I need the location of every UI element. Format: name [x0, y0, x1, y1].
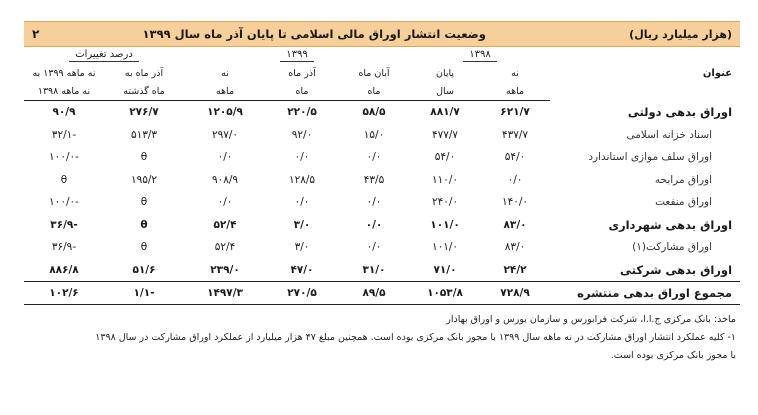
securities-table [24, 47, 740, 305]
col-header: نه [221, 67, 229, 79]
cell: ۱۰۱/۰ [430, 218, 460, 231]
row-label: اوراق سلف موازی استاندارد [588, 151, 713, 164]
col-header: پایان [435, 67, 455, 79]
cell: ۴۳/۵ [363, 173, 385, 186]
cell: ۰/۰ [294, 151, 310, 164]
cell: ۲۷۰/۵ [266, 282, 338, 305]
cell: ۹۲/۰ [291, 128, 313, 141]
table-row [24, 124, 740, 147]
cell: ۴۷/۰ [290, 263, 314, 276]
cell: ۰/۰ [366, 151, 382, 164]
cell: ۵۲/۴ [213, 218, 237, 231]
cell: ۵۴/۰ [504, 151, 526, 164]
cell: ۱۹۵/۲ [130, 173, 158, 186]
cell: θ [140, 151, 148, 164]
cell: ۷۱/۰ [433, 263, 457, 276]
cell: ۲۳۹/۰ [210, 263, 240, 276]
cell: ۵۱/۶ [132, 263, 156, 276]
cell: ۵۴/۰ [434, 151, 456, 164]
cell: ۲۷۶/۷ [129, 106, 159, 119]
table-row [24, 191, 740, 214]
table-row [24, 101, 740, 124]
col-header: نه ماهه ۱۳۹۸ [24, 82, 104, 101]
cell: ۰/۰ [366, 196, 382, 209]
cell: ۰/۰ [366, 241, 382, 254]
cell: ۱۰۵۳/۸ [410, 282, 480, 305]
cell: ۸۹/۵ [338, 282, 410, 305]
cell: ۱۵/۰ [363, 128, 385, 141]
table-row [24, 146, 740, 169]
row-label: اوراق مرابحه [654, 173, 713, 186]
cell: ۵۸/۵ [362, 106, 386, 119]
cell: θ [60, 173, 68, 186]
cell: ۰/۰ [217, 196, 233, 209]
table-row [24, 236, 740, 259]
col-header: ماه گذشته [104, 82, 184, 101]
header-bar [24, 21, 740, 47]
cell: θ [140, 241, 148, 254]
col-header: ماهه [480, 82, 550, 101]
report-page [24, 21, 740, 365]
cell: ۸۸۱/۷ [430, 106, 460, 119]
cell: ۲۴۰/۰ [431, 196, 459, 209]
row-label: اسناد خزانه اسلامی [626, 128, 713, 141]
footnote-1-continued: با مجوز بانک مرکزی بوده است. [610, 350, 736, 361]
cell: ۹۰/۹ [52, 106, 76, 119]
col-header: آبان ماه [358, 67, 390, 79]
cell: ۱۲۰۵/۹ [207, 106, 243, 119]
col-header: نه ماهه ۱۳۹۹ به [32, 67, 96, 79]
col-header: سال [410, 82, 480, 101]
group-1398-header: ۱۳۹۸ [410, 47, 550, 64]
row-label: اوراق بدهی شهرداری [608, 217, 733, 232]
col-header: ماه [266, 82, 338, 101]
cell: ۲۲۰/۵ [287, 106, 317, 119]
group-change-header: درصد تغییرات [24, 47, 184, 64]
total-row [24, 282, 740, 305]
total-label: مجموع اوراق بدهی منتشره [550, 282, 740, 305]
cell: ۸۸۶/۸ [49, 263, 79, 276]
cell: ۰/۰ [507, 173, 523, 186]
row-label: اوراق بدهی دولتی [627, 105, 733, 119]
table-row [24, 259, 740, 282]
footnotes [24, 311, 740, 365]
cell: ۷۲۸/۹ [480, 282, 550, 305]
cell: ۱۴۰/۰ [501, 196, 529, 209]
cell: ۴۷۷/۷ [431, 128, 459, 141]
cell: ۶۲۱/۷ [500, 106, 530, 119]
cell: ۱۰۱/۰ [431, 241, 459, 254]
table-row [24, 169, 740, 192]
footnote-1: ۱- کلیه عملکرد انتشار اوراق مشارکت در نه ماهه سال ۱۳۹۹ با مجوز بانک مرکزی بوده است. همچنین مبلغ ۴۷ هزار میلیارد از عملکرد اوراق مشارکت در سال ۱۳۹۸ [95, 332, 736, 343]
group-header-row [24, 47, 740, 64]
col-header: آذر ماه به [124, 67, 164, 79]
page-number: ۲ [32, 27, 40, 41]
cell: ۵۱۳/۳ [130, 128, 158, 141]
cell: ۰/۰ [365, 218, 383, 231]
col-header: ماه [338, 82, 410, 101]
cell: ۰/۰ [294, 196, 310, 209]
cell: ۲۴/۲ [503, 263, 527, 276]
cell: ۳/۰ [293, 218, 311, 231]
cell: -۳۲/۱ [51, 128, 77, 141]
cell: ۸۳/۰ [503, 218, 527, 231]
row-label: اوراق بدهی شرکتی [620, 262, 733, 277]
cell: θ [140, 196, 148, 209]
cell: -۱۰۰/۰ [49, 151, 79, 164]
group-1399-header: ۱۳۹۹ [184, 47, 410, 64]
label-column-header: عنوان [702, 68, 733, 80]
cell: ۴۳۷/۷ [501, 128, 529, 141]
cell: -۱/۱ [104, 282, 184, 305]
row-label: اوراق منفعت [655, 196, 713, 209]
col-header: نه [511, 67, 519, 79]
cell: ۳/۰ [294, 241, 310, 254]
cell: -۳۶/۹ [50, 218, 78, 231]
row-label: اوراق مشارکت(۱) [632, 241, 713, 254]
cell: ۸۳/۰ [504, 241, 526, 254]
cell: -۳۶/۹ [51, 241, 77, 254]
cell: θ [140, 218, 148, 231]
table-row [24, 214, 740, 237]
report-title: وضعیت انتشار اوراق مالی اسلامی تا پایان آذر ماه سال ۱۳۹۹ [142, 27, 486, 41]
unit-label: (هزار میلیارد ریال) [629, 27, 732, 41]
cell: ۱۰۲/۶ [24, 282, 104, 305]
cell: ۱۲۸/۵ [288, 173, 316, 186]
cell: ۰/۰ [217, 151, 233, 164]
col-header: آذر ماه [288, 67, 316, 79]
cell: ۳۱/۰ [362, 263, 386, 276]
source-note: ماخذ: بانک مرکزی ج.ا.ا، شرکت فرابورس و سازمان بورس و اوراق بهادار [446, 314, 736, 325]
cell: ۵۲/۴ [214, 241, 236, 254]
cell: -۱۰۰/۰ [49, 196, 79, 209]
cell: ۲۹۷/۰ [211, 128, 239, 141]
cell: ۱۱۰/۰ [431, 173, 459, 186]
col-header: ماهه [184, 82, 266, 101]
cell: ۹۰۸/۹ [211, 173, 239, 186]
cell: ۱۴۹۷/۳ [184, 282, 266, 305]
